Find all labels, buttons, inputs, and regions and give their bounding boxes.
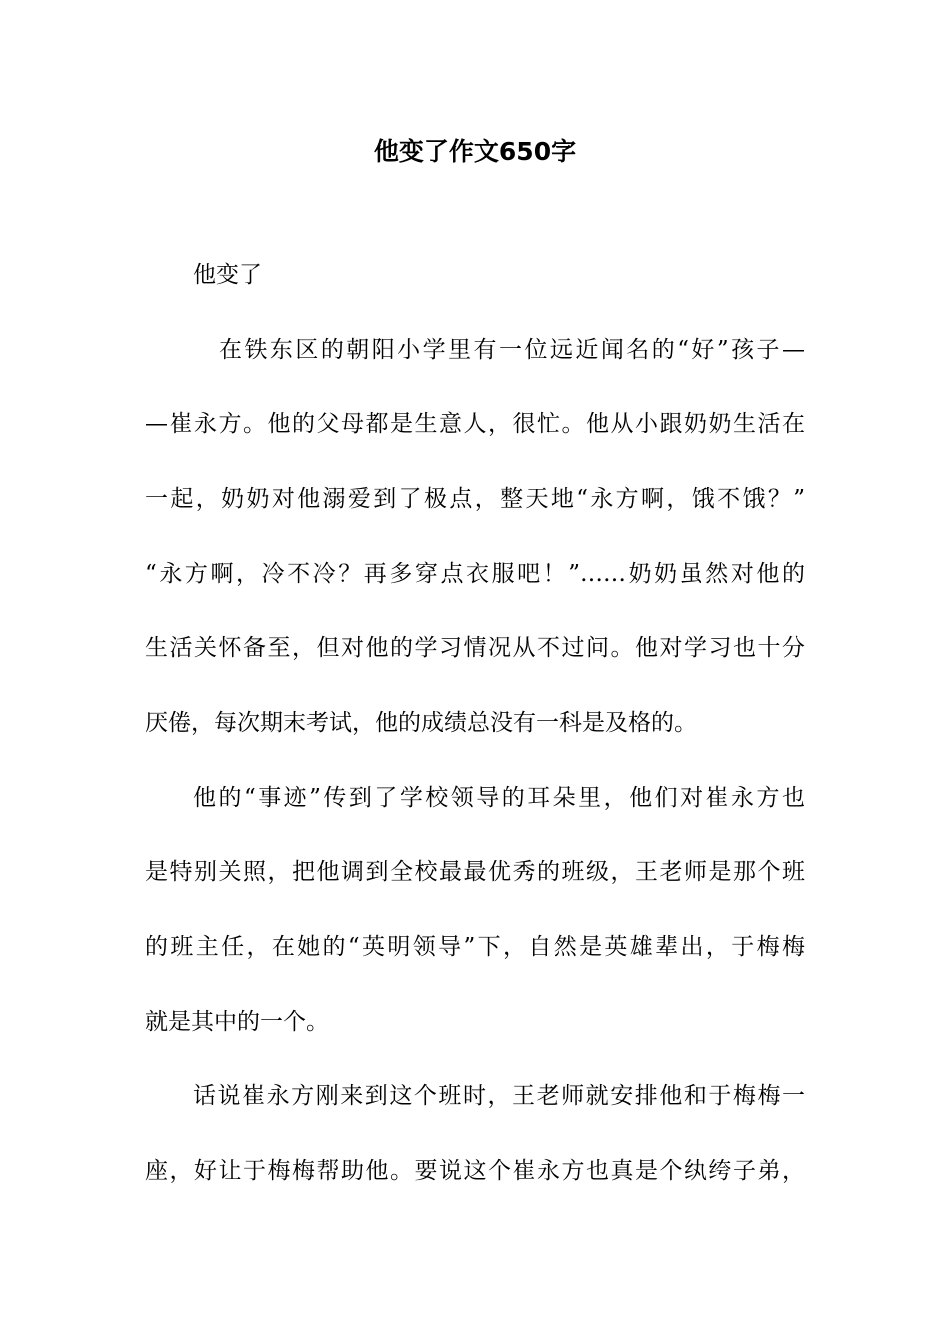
text-line: “永方啊，冷不冷？再多穿点衣服吧！”……奶奶虽然对他的 <box>145 561 805 587</box>
text-line: 就是其中的一个。 <box>145 1009 329 1035</box>
document-title: 他变了作文650字 <box>373 137 577 166</box>
text-line: 是特别关照，把他调到全校最最优秀的班级，王老师是那个班 <box>145 859 805 885</box>
text-line: —崔永方。他的父母都是生意人，很忙。他从小跟奶奶生活在 <box>145 411 805 437</box>
text-line: 的班主任，在她的“英明领导”下，自然是英雄辈出，于梅梅 <box>145 934 805 960</box>
subtitle-line: 他变了 <box>193 262 262 288</box>
text-line: 他的“事迹”传到了学校领导的耳朵里，他们对崔永方也 <box>193 785 805 811</box>
text-line: 生活关怀备至，但对他的学习情况从不过问。他对学习也十分 <box>145 635 805 661</box>
text-line: 话说崔永方刚来到这个班时，王老师就安排他和于梅梅一 <box>193 1083 805 1109</box>
text-line: 厌倦，每次期末考试，他的成绩总没有一科是及格的。 <box>145 710 697 736</box>
text-line: 在铁东区的朝阳小学里有一位远近闻名的“好”孩子— <box>219 337 805 363</box>
text-line: 一起，奶奶对他溺爱到了极点，整天地“永方啊，饿不饿？” <box>145 486 805 512</box>
text-line: 座，好让于梅梅帮助他。要说这个崔永方也真是个纨绔子弟， <box>145 1158 805 1184</box>
